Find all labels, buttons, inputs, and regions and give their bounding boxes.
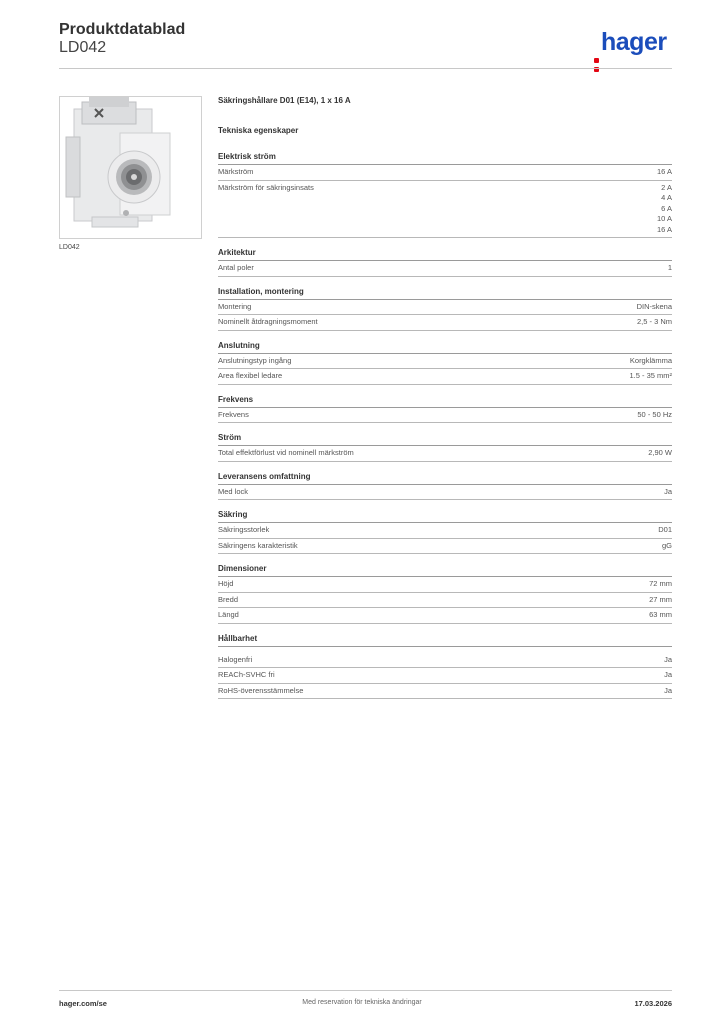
spec-value-line: 2,90 W — [648, 448, 672, 457]
spec-section — [218, 152, 672, 238]
spec-value-line: Ja — [664, 654, 672, 664]
spec-value-line: Ja — [664, 685, 672, 695]
spec-row — [218, 408, 672, 424]
spec-value — [668, 263, 672, 274]
spec-label: Montering — [218, 301, 252, 311]
spec-label: Halogenfri — [218, 654, 253, 664]
section-title: Dimensioner — [218, 564, 672, 577]
spec-row — [218, 608, 672, 624]
spec-row — [218, 369, 672, 385]
spec-label: Märkström — [218, 167, 254, 176]
spec-section — [218, 341, 672, 385]
section-title: Säkring — [218, 510, 672, 523]
spec-row — [218, 315, 672, 331]
spec-section — [218, 395, 672, 424]
spec-row — [218, 485, 672, 501]
spec-row — [218, 165, 672, 181]
spec-row — [218, 539, 672, 555]
tech-heading: Tekniska egenskaper — [218, 126, 299, 135]
spec-content — [218, 96, 672, 709]
product-title: Säkringshållare D01 (E14), 1 x 16 A — [218, 96, 351, 105]
spec-value — [648, 448, 672, 459]
spec-row — [218, 261, 672, 277]
spec-label: Säkringens karakteristik — [218, 540, 298, 550]
spec-value — [657, 167, 672, 178]
spec-section — [218, 287, 672, 331]
spec-section — [218, 564, 672, 624]
spec-value-line: D01 — [658, 525, 672, 534]
spec-value-line: 2 A — [661, 182, 672, 192]
fuse-holder-product-icon — [60, 97, 201, 238]
spec-value-line: DIN-skena — [636, 301, 672, 311]
section-title: Hållbarhet — [218, 634, 672, 647]
spec-value-line: 2,5 - 3 Nm — [636, 317, 672, 326]
spec-value — [662, 541, 672, 552]
image-caption: LD042 — [59, 244, 80, 251]
spec-value-line: 63 mm — [649, 610, 672, 619]
spec-section — [218, 472, 672, 501]
spec-value — [649, 610, 672, 621]
spec-value — [649, 579, 672, 590]
spec-section — [218, 634, 672, 700]
spec-value-line: 16 A — [656, 167, 672, 176]
spec-value — [664, 655, 672, 666]
spec-row — [218, 684, 672, 700]
spec-label: Area flexibel ledare — [218, 371, 283, 380]
spec-value-line: gG — [661, 540, 672, 550]
footer-website[interactable]: hager.com/se — [59, 999, 107, 1008]
spec-label: Höjd — [218, 579, 234, 588]
spec-value — [664, 670, 672, 681]
section-title: Installation, montering — [218, 287, 672, 300]
spec-section — [218, 433, 672, 462]
footer-note: Med reservation för tekniska ändringar — [302, 999, 422, 1006]
section-title: Anslutning — [218, 341, 672, 354]
page-title: Produktdatablad — [59, 21, 186, 38]
spec-label: Antal poler — [218, 263, 254, 272]
product-code: LD042 — [59, 39, 107, 56]
spec-value-line: 1.5 - 35 mm² — [629, 371, 672, 380]
spec-label: REACh-SVHC fri — [218, 670, 275, 679]
section-title: Frekvens — [218, 395, 672, 408]
spec-label: Märkström för säkringsinsats — [218, 182, 314, 192]
footer-date: 17.03.2026 — [634, 999, 672, 1008]
spec-value — [657, 183, 672, 236]
logo-text: hager — [601, 28, 667, 56]
spec-row — [218, 523, 672, 539]
section-title: Elektrisk ström — [218, 152, 672, 165]
spec-value-line: 27 mm — [649, 594, 672, 604]
spec-label: Nominellt åtdragningsmoment — [218, 317, 318, 326]
spec-value-line: Ja — [664, 486, 672, 496]
spec-label: Längd — [218, 610, 239, 619]
spec-row — [218, 354, 672, 370]
footer-divider — [59, 990, 672, 991]
spec-row — [218, 446, 672, 462]
spec-label: Total effektförlust vid nominell märkström — [218, 448, 354, 457]
spec-value — [637, 410, 672, 421]
spec-value — [637, 302, 672, 313]
spec-label: Med lock — [218, 486, 249, 496]
spec-value — [658, 525, 672, 536]
spec-value — [649, 595, 672, 606]
section-title: Arkitektur — [218, 248, 672, 261]
spec-value-line: 72 mm — [649, 579, 672, 588]
spec-value — [629, 371, 672, 382]
spec-row — [218, 653, 672, 669]
spec-row — [218, 300, 672, 316]
section-title: Ström — [218, 433, 672, 446]
spec-value-line: 6 A — [661, 203, 672, 213]
spec-section — [218, 248, 672, 277]
spec-value-line: 4 A — [661, 193, 672, 202]
spec-label: Frekvens — [218, 409, 249, 419]
spec-row — [218, 181, 672, 239]
spec-value — [637, 317, 672, 328]
spec-section — [218, 510, 672, 554]
spec-value-line: 10 A — [656, 214, 672, 223]
header-divider — [59, 68, 672, 69]
spec-value-line: Ja — [664, 670, 672, 679]
spec-value-line: Korgklämma — [629, 355, 672, 365]
spec-value — [630, 356, 672, 367]
spec-label: Anslutningstyp ingång — [218, 355, 292, 365]
spec-value-line: 50 - 50 Hz — [637, 409, 672, 419]
spec-sections — [218, 152, 672, 699]
spec-label: Säkringsstorlek — [218, 525, 270, 534]
spec-value-line: 16 A — [656, 224, 672, 234]
spec-row — [218, 593, 672, 609]
spec-label: Bredd — [218, 594, 239, 604]
spec-value — [664, 686, 672, 697]
spec-value — [664, 487, 672, 498]
spec-label: RoHS-överensstämmelse — [218, 685, 304, 695]
section-title: Leveransens omfattning — [218, 472, 672, 485]
spec-row — [218, 577, 672, 593]
product-image — [59, 96, 202, 239]
spec-row — [218, 668, 672, 684]
hager-logo — [594, 28, 667, 56]
spec-value-line: 1 — [667, 263, 672, 272]
